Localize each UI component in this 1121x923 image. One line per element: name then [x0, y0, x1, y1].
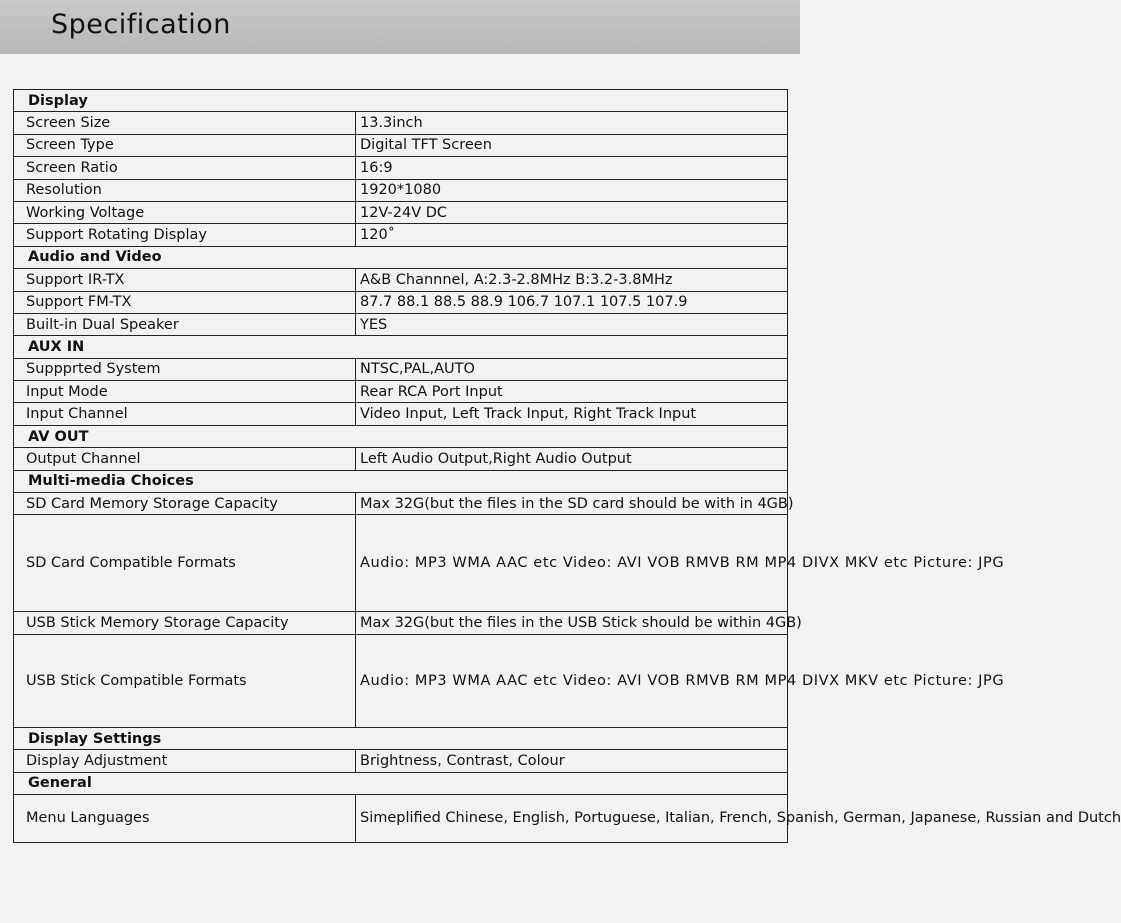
table-row	[14, 313, 788, 335]
row-value: A&B Channnel, A:2.3-2.8MHz B:3.2-3.8MHz	[356, 269, 788, 291]
table-row	[14, 157, 788, 179]
specification-table	[13, 89, 1121, 843]
section-row-display	[14, 90, 788, 112]
table-row	[14, 794, 788, 842]
table-row	[14, 612, 788, 634]
row-label: Output Channel	[14, 448, 356, 470]
row-label: USB Stick Compatible Formats	[14, 634, 356, 727]
row-label: USB Stick Memory Storage Capacity	[14, 612, 356, 634]
section-heading-display-settings: Display Settings	[14, 727, 788, 749]
page-title: Specification	[51, 9, 231, 40]
row-label: Input Mode	[14, 381, 356, 403]
row-label: Screen Size	[14, 112, 356, 134]
row-value: 12V-24V DC	[356, 201, 788, 223]
row-value: Max 32G(but the files in the SD card should be with in 4GB)	[356, 493, 788, 515]
row-value: 16:9	[356, 157, 788, 179]
row-value: Video Input, Left Track Input, Right Track Input	[356, 403, 788, 425]
row-label: Working Voltage	[14, 201, 356, 223]
section-heading-av-out: AV OUT	[14, 425, 788, 447]
table-row	[14, 515, 788, 612]
table-row	[14, 112, 788, 134]
section-heading-multimedia: Multi-media Choices	[14, 470, 788, 492]
section-row-audio-video	[14, 246, 788, 268]
table-row	[14, 179, 788, 201]
section-row-multimedia	[14, 470, 788, 492]
row-value: 120˚	[356, 224, 788, 246]
row-label: Suppprted System	[14, 358, 356, 380]
row-value: Left Audio Output,Right Audio Output	[356, 448, 788, 470]
table-row	[14, 381, 788, 403]
section-heading-display: Display	[14, 90, 788, 112]
row-label: Screen Type	[14, 134, 356, 156]
table-row	[14, 403, 788, 425]
table-row	[14, 134, 788, 156]
section-heading-aux-in: AUX IN	[14, 336, 788, 358]
row-value: Audio: MP3 WMA AAC etc Video: AVI VOB RMVB RM MP4 DIVX MKV etc Picture: JPG	[356, 515, 788, 612]
section-row-av-out	[14, 425, 788, 447]
row-label: Menu Languages	[14, 794, 356, 842]
row-value: 1920*1080	[356, 179, 788, 201]
row-value: Digital TFT Screen	[356, 134, 788, 156]
row-value: Simeplified Chinese, English, Portuguese, Italian, French, Spanish, German, Japanese, Russian and Dutch	[356, 794, 788, 842]
section-row-general	[14, 772, 788, 794]
row-value: Rear RCA Port Input	[356, 381, 788, 403]
table-row	[14, 201, 788, 223]
row-value: Audio: MP3 WMA AAC etc Video: AVI VOB RMVB RM MP4 DIVX MKV etc Picture: JPG	[356, 634, 788, 727]
table-row	[14, 269, 788, 291]
table-row	[14, 493, 788, 515]
row-label: Display Adjustment	[14, 750, 356, 772]
table-row	[14, 448, 788, 470]
row-label: Support FM-TX	[14, 291, 356, 313]
row-value: 87.7 88.1 88.5 88.9 106.7 107.1 107.5 107.9	[356, 291, 788, 313]
table-row	[14, 358, 788, 380]
row-label: Resolution	[14, 179, 356, 201]
row-label: Screen Ratio	[14, 157, 356, 179]
section-heading-general: General	[14, 772, 788, 794]
section-row-aux-in	[14, 336, 788, 358]
row-value: YES	[356, 313, 788, 335]
row-value: Max 32G(but the files in the USB Stick should be within 4GB)	[356, 612, 788, 634]
row-label: Input Channel	[14, 403, 356, 425]
section-heading-audio-video: Audio and Video	[14, 246, 788, 268]
row-label: Support Rotating Display	[14, 224, 356, 246]
row-label: Built-in Dual Speaker	[14, 313, 356, 335]
table-row	[14, 634, 788, 727]
table-row	[14, 291, 788, 313]
row-label: Support IR-TX	[14, 269, 356, 291]
row-value: 13.3inch	[356, 112, 788, 134]
row-label: SD Card Memory Storage Capacity	[14, 493, 356, 515]
section-row-display-settings	[14, 727, 788, 749]
header-bar	[0, 0, 800, 54]
table-row	[14, 224, 788, 246]
table-row	[14, 750, 788, 772]
row-label: SD Card Compatible Formats	[14, 515, 356, 612]
row-value: NTSC,PAL,AUTO	[356, 358, 788, 380]
row-value: Brightness, Contrast, Colour	[356, 750, 788, 772]
